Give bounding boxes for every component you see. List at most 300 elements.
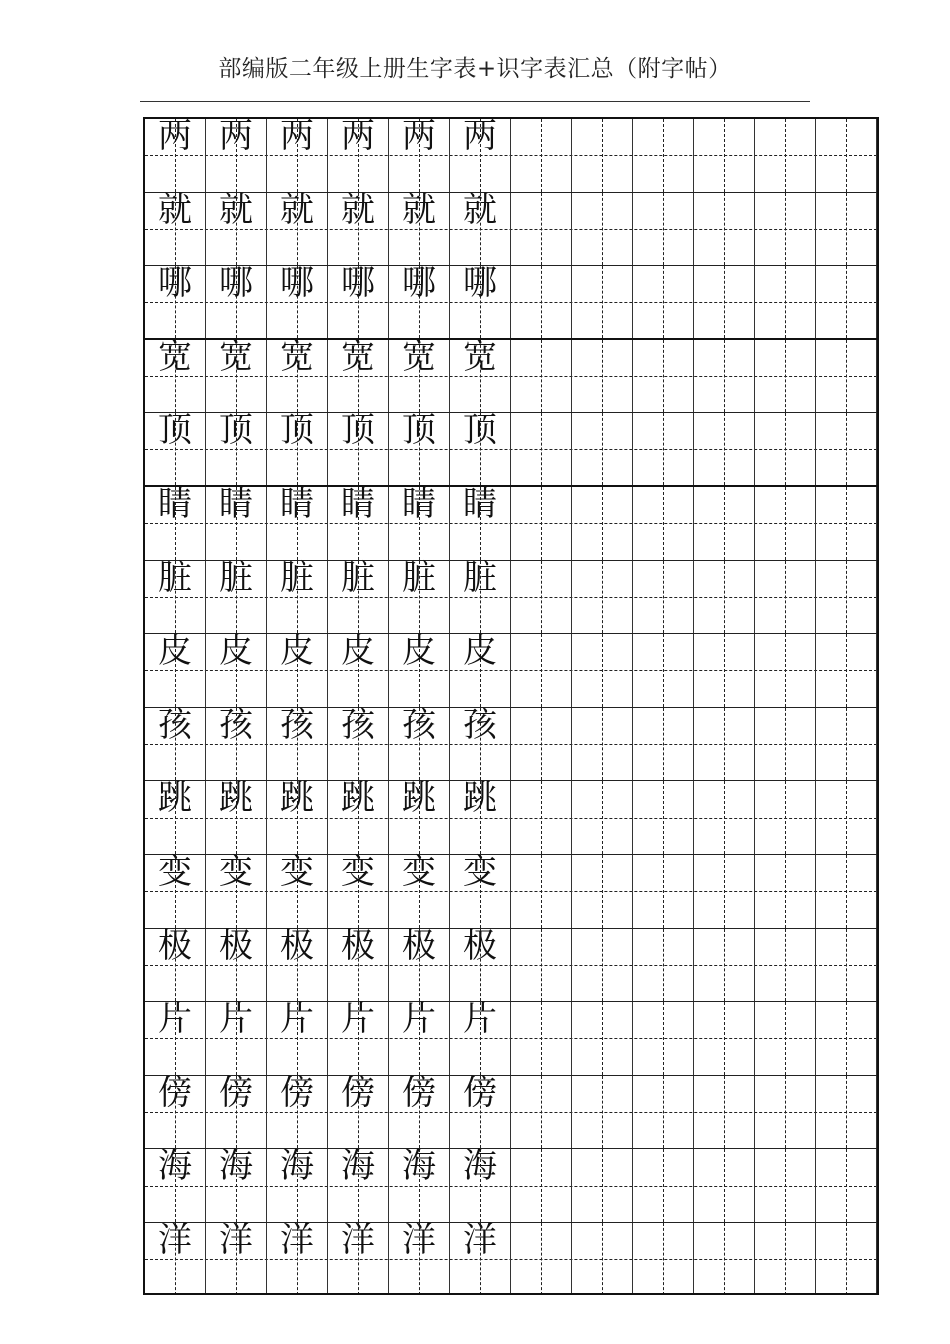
- cell-guide-line: [602, 1223, 603, 1295]
- practice-character: 睛: [280, 484, 314, 524]
- cell-guide-line: [236, 266, 237, 338]
- practice-character: 宽: [341, 336, 375, 377]
- cell-guide-line: [785, 1002, 786, 1075]
- blank-practice-cell: [755, 855, 816, 928]
- blank-practice-cell: [755, 1223, 816, 1295]
- blank-practice-cell: [511, 1002, 572, 1075]
- traced-character-cell: [145, 410, 206, 485]
- traced-character-cell: [145, 557, 206, 634]
- blank-practice-cell: [694, 487, 755, 560]
- practice-character: 顶: [280, 410, 314, 451]
- cell-guide-line: [663, 1223, 664, 1295]
- practice-character: 顶: [219, 410, 253, 451]
- cell-guide-line: [358, 561, 359, 634]
- cell-guide-line: [419, 561, 420, 634]
- blank-practice-cell: [572, 561, 633, 634]
- traced-character-cell: [267, 189, 328, 266]
- practice-row: [145, 1220, 877, 1295]
- blank-practice-cell: [816, 193, 877, 266]
- blank-practice-cell: [633, 855, 694, 928]
- blank-practice-cell: [694, 119, 755, 192]
- cell-guide-line: [541, 340, 542, 413]
- traced-character-cell: [328, 484, 389, 560]
- cell-guide-line: [297, 487, 298, 560]
- blank-practice-cell: [694, 708, 755, 781]
- cell-guide-line: [358, 413, 359, 485]
- blank-practice-cell: [511, 561, 572, 634]
- blank-practice-cell: [572, 634, 633, 707]
- traced-character-cell: [267, 336, 328, 413]
- traced-character-cell: [206, 1220, 267, 1295]
- blank-practice-cell: [633, 340, 694, 413]
- blank-practice-cell: [755, 561, 816, 634]
- traced-character-cell: [206, 410, 267, 485]
- cell-guide-line: [175, 193, 176, 266]
- cell-guide-line: [663, 1002, 664, 1075]
- cell-guide-line: [724, 634, 725, 707]
- cell-guide-line: [358, 708, 359, 781]
- cell-guide-line: [785, 266, 786, 338]
- practice-character: 两: [341, 117, 375, 156]
- cell-guide-line: [785, 561, 786, 634]
- traced-character-cell: [267, 704, 328, 781]
- cell-guide-line: [419, 413, 420, 485]
- traced-character-cell: [267, 119, 328, 192]
- traced-character-cell: [328, 557, 389, 634]
- practice-character: 顶: [341, 410, 375, 451]
- blank-practice-cell: [511, 266, 572, 338]
- blank-practice-cell: [511, 193, 572, 266]
- blank-practice-cell: [755, 340, 816, 413]
- cell-guide-line: [358, 634, 359, 707]
- practice-character: 两: [158, 117, 192, 156]
- practice-character: 孩: [158, 704, 192, 745]
- blank-practice-cell: [511, 119, 572, 192]
- blank-practice-cell: [572, 413, 633, 485]
- cell-guide-line: [175, 561, 176, 634]
- traced-character-cell: [267, 999, 328, 1075]
- cell-guide-line: [724, 561, 725, 634]
- cell-guide-line: [785, 634, 786, 707]
- traced-character-cell: [389, 263, 450, 338]
- cell-guide-line: [602, 413, 603, 485]
- practice-character: 极: [402, 925, 436, 966]
- practice-row: [145, 557, 877, 635]
- practice-character: 海: [402, 1146, 436, 1187]
- practice-character: 皮: [402, 631, 436, 672]
- blank-practice-cell: [816, 708, 877, 781]
- cell-guide-line: [663, 193, 664, 266]
- blank-practice-cell: [694, 561, 755, 634]
- traced-character-cell: [206, 557, 267, 634]
- cell-guide-line: [236, 1223, 237, 1295]
- cell-guide-line: [419, 1076, 420, 1149]
- practice-character: 皮: [280, 631, 314, 672]
- traced-character-cell: [267, 1146, 328, 1222]
- cell-guide-line: [175, 708, 176, 781]
- blank-practice-cell: [694, 634, 755, 707]
- cell-guide-line: [602, 193, 603, 266]
- practice-character: 变: [463, 852, 497, 892]
- traced-character-cell: [450, 263, 511, 338]
- blank-practice-cell: [572, 1149, 633, 1222]
- traced-character-cell: [145, 1146, 206, 1222]
- cell-guide-line: [846, 193, 847, 266]
- traced-character-cell: [389, 1220, 450, 1295]
- cell-guide-line: [541, 193, 542, 266]
- cell-guide-line: [602, 781, 603, 854]
- blank-practice-cell: [572, 855, 633, 928]
- traced-character-cell: [328, 631, 389, 707]
- traced-character-cell: [328, 852, 389, 928]
- cell-guide-line: [541, 1223, 542, 1295]
- cell-guide-line: [480, 340, 481, 413]
- blank-practice-cell: [633, 487, 694, 560]
- cell-guide-line: [846, 561, 847, 634]
- blank-practice-cell: [572, 1223, 633, 1295]
- blank-practice-cell: [816, 634, 877, 707]
- traced-character-cell: [450, 925, 511, 1002]
- blank-practice-cell: [511, 1076, 572, 1149]
- cell-guide-line: [846, 855, 847, 928]
- traced-character-cell: [267, 263, 328, 338]
- cell-guide-line: [846, 781, 847, 854]
- practice-character: 傍: [219, 1072, 253, 1113]
- blank-practice-cell: [755, 929, 816, 1002]
- cell-guide-line: [724, 1002, 725, 1075]
- traced-character-cell: [206, 336, 267, 413]
- cell-guide-line: [358, 266, 359, 338]
- cell-guide-line: [480, 561, 481, 634]
- blank-practice-cell: [694, 1002, 755, 1075]
- practice-character: 皮: [219, 631, 253, 672]
- practice-character: 就: [341, 189, 375, 230]
- blank-practice-cell: [633, 1149, 694, 1222]
- cell-guide-line: [846, 487, 847, 560]
- traced-character-cell: [206, 1072, 267, 1149]
- practice-row: [145, 410, 877, 487]
- cell-guide-line: [846, 413, 847, 485]
- blank-practice-cell: [755, 1076, 816, 1149]
- cell-guide-line: [785, 1149, 786, 1222]
- practice-character: 洋: [280, 1220, 314, 1260]
- cell-guide-line: [419, 708, 420, 781]
- practice-sheet: [143, 117, 879, 1295]
- practice-character: 顶: [158, 410, 192, 451]
- practice-character: 片: [463, 999, 497, 1040]
- traced-character-cell: [450, 1072, 511, 1149]
- cell-guide-line: [419, 1223, 420, 1295]
- traced-character-cell: [145, 631, 206, 707]
- traced-character-cell: [450, 189, 511, 266]
- traced-character-cell: [389, 852, 450, 928]
- traced-character-cell: [206, 119, 267, 192]
- practice-character: 海: [463, 1146, 497, 1187]
- blank-practice-cell: [572, 929, 633, 1002]
- blank-practice-cell: [816, 340, 877, 413]
- cell-guide-line: [297, 855, 298, 928]
- traced-character-cell: [389, 999, 450, 1075]
- cell-guide-line: [236, 119, 237, 192]
- cell-guide-line: [785, 413, 786, 485]
- traced-character-cell: [389, 119, 450, 192]
- practice-character: 变: [402, 852, 436, 892]
- practice-character: 孩: [402, 704, 436, 745]
- traced-character-cell: [145, 852, 206, 928]
- blank-practice-cell: [816, 487, 877, 560]
- traced-character-cell: [389, 1146, 450, 1222]
- cell-guide-line: [480, 119, 481, 192]
- blank-practice-cell: [572, 1002, 633, 1075]
- practice-character: 洋: [158, 1220, 192, 1260]
- cell-guide-line: [846, 1002, 847, 1075]
- traced-character-cell: [267, 778, 328, 854]
- practice-character: 洋: [463, 1220, 497, 1260]
- blank-practice-cell: [694, 340, 755, 413]
- practice-character: 片: [219, 999, 253, 1040]
- practice-character: 片: [280, 999, 314, 1040]
- cell-guide-line: [419, 193, 420, 266]
- practice-row: [145, 336, 877, 414]
- cell-guide-line: [358, 1002, 359, 1075]
- practice-character: 宽: [463, 336, 497, 377]
- traced-character-cell: [450, 336, 511, 413]
- cell-guide-line: [175, 119, 176, 192]
- traced-character-cell: [206, 189, 267, 266]
- blank-practice-cell: [572, 266, 633, 338]
- practice-character: 孩: [341, 704, 375, 745]
- cell-guide-line: [602, 119, 603, 192]
- traced-character-cell: [328, 189, 389, 266]
- cell-guide-line: [297, 266, 298, 338]
- cell-guide-line: [785, 487, 786, 560]
- blank-practice-cell: [694, 781, 755, 854]
- blank-practice-cell: [694, 1149, 755, 1222]
- traced-character-cell: [389, 189, 450, 266]
- cell-guide-line: [358, 1149, 359, 1222]
- cell-guide-line: [480, 193, 481, 266]
- traced-character-cell: [328, 410, 389, 485]
- cell-guide-line: [175, 1002, 176, 1075]
- cell-guide-line: [480, 1002, 481, 1075]
- cell-guide-line: [541, 1149, 542, 1222]
- blank-practice-cell: [694, 855, 755, 928]
- cell-guide-line: [358, 487, 359, 560]
- blank-practice-cell: [694, 266, 755, 338]
- cell-guide-line: [663, 634, 664, 707]
- blank-practice-cell: [755, 193, 816, 266]
- cell-guide-line: [724, 708, 725, 781]
- traced-character-cell: [145, 1220, 206, 1295]
- cell-guide-line: [419, 119, 420, 192]
- traced-character-cell: [206, 778, 267, 854]
- cell-guide-line: [358, 193, 359, 266]
- traced-character-cell: [145, 999, 206, 1075]
- cell-guide-line: [602, 340, 603, 413]
- practice-character: 极: [341, 925, 375, 966]
- practice-character: 傍: [280, 1072, 314, 1113]
- blank-practice-cell: [633, 708, 694, 781]
- practice-row: [145, 484, 877, 561]
- cell-guide-line: [602, 1002, 603, 1075]
- blank-practice-cell: [816, 413, 877, 485]
- cell-guide-line: [541, 855, 542, 928]
- traced-character-cell: [267, 925, 328, 1002]
- cell-guide-line: [846, 1149, 847, 1222]
- blank-practice-cell: [755, 487, 816, 560]
- traced-character-cell: [450, 999, 511, 1075]
- blank-practice-cell: [755, 708, 816, 781]
- cell-guide-line: [663, 929, 664, 1002]
- traced-character-cell: [328, 778, 389, 854]
- cell-guide-line: [480, 781, 481, 854]
- practice-character: 跳: [280, 778, 314, 819]
- traced-character-cell: [450, 852, 511, 928]
- practice-row: [145, 999, 877, 1076]
- traced-character-cell: [389, 557, 450, 634]
- traced-character-cell: [206, 852, 267, 928]
- practice-character: 海: [219, 1146, 253, 1187]
- practice-character: 片: [402, 999, 436, 1040]
- practice-character: 脏: [341, 557, 375, 598]
- traced-character-cell: [267, 631, 328, 707]
- blank-practice-cell: [694, 413, 755, 485]
- cell-guide-line: [602, 708, 603, 781]
- cell-guide-line: [541, 413, 542, 485]
- cell-guide-line: [541, 119, 542, 192]
- blank-practice-cell: [816, 929, 877, 1002]
- cell-guide-line: [480, 413, 481, 485]
- cell-guide-line: [297, 1149, 298, 1222]
- traced-character-cell: [206, 631, 267, 707]
- traced-character-cell: [145, 189, 206, 266]
- cell-guide-line: [602, 1076, 603, 1149]
- cell-guide-line: [480, 1076, 481, 1149]
- traced-character-cell: [450, 484, 511, 560]
- cell-guide-line: [724, 487, 725, 560]
- cell-guide-line: [541, 634, 542, 707]
- cell-guide-line: [785, 119, 786, 192]
- practice-character: 皮: [158, 631, 192, 672]
- practice-character: 变: [158, 852, 192, 892]
- cell-guide-line: [663, 487, 664, 560]
- practice-character: 两: [463, 117, 497, 156]
- cell-guide-line: [297, 929, 298, 1002]
- blank-practice-cell: [511, 781, 572, 854]
- blank-practice-cell: [633, 266, 694, 338]
- traced-character-cell: [145, 778, 206, 854]
- cell-guide-line: [175, 929, 176, 1002]
- practice-character: 宽: [402, 336, 436, 377]
- cell-guide-line: [602, 855, 603, 928]
- blank-practice-cell: [511, 855, 572, 928]
- cell-guide-line: [785, 929, 786, 1002]
- traced-character-cell: [450, 1220, 511, 1295]
- cell-guide-line: [175, 634, 176, 707]
- cell-guide-line: [175, 781, 176, 854]
- blank-practice-cell: [511, 708, 572, 781]
- cell-guide-line: [419, 340, 420, 413]
- blank-practice-cell: [816, 1076, 877, 1149]
- practice-character: 脏: [402, 557, 436, 598]
- blank-practice-cell: [816, 119, 877, 192]
- cell-guide-line: [297, 1002, 298, 1075]
- cell-guide-line: [175, 1149, 176, 1222]
- practice-character: 变: [219, 852, 253, 892]
- practice-character: 海: [158, 1146, 192, 1187]
- cell-guide-line: [297, 193, 298, 266]
- blank-practice-cell: [633, 781, 694, 854]
- cell-guide-line: [236, 487, 237, 560]
- practice-character: 睛: [463, 484, 497, 524]
- blank-practice-cell: [816, 781, 877, 854]
- practice-character: 就: [158, 189, 192, 230]
- practice-character: 变: [341, 852, 375, 892]
- cell-guide-line: [297, 413, 298, 485]
- cell-guide-line: [663, 340, 664, 413]
- cell-guide-line: [358, 781, 359, 854]
- cell-guide-line: [785, 1223, 786, 1295]
- cell-guide-line: [602, 561, 603, 634]
- cell-guide-line: [602, 266, 603, 338]
- traced-character-cell: [328, 119, 389, 192]
- cell-guide-line: [358, 119, 359, 192]
- practice-character: 就: [219, 189, 253, 230]
- practice-character: 孩: [463, 704, 497, 745]
- blank-practice-cell: [816, 1149, 877, 1222]
- traced-character-cell: [389, 925, 450, 1002]
- blank-practice-cell: [633, 1223, 694, 1295]
- blank-practice-cell: [511, 413, 572, 485]
- cell-guide-line: [602, 634, 603, 707]
- cell-guide-line: [358, 340, 359, 413]
- practice-row: [145, 925, 877, 1003]
- practice-row: [145, 119, 877, 193]
- blank-practice-cell: [755, 634, 816, 707]
- blank-practice-cell: [816, 1223, 877, 1295]
- practice-character: 海: [280, 1146, 314, 1187]
- practice-row: [145, 704, 877, 782]
- blank-practice-cell: [816, 855, 877, 928]
- blank-practice-cell: [572, 119, 633, 192]
- cell-guide-line: [541, 266, 542, 338]
- cell-guide-line: [480, 1149, 481, 1222]
- blank-practice-cell: [694, 1223, 755, 1295]
- cell-guide-line: [663, 1076, 664, 1149]
- cell-guide-line: [480, 855, 481, 928]
- blank-practice-cell: [511, 634, 572, 707]
- blank-practice-cell: [511, 929, 572, 1002]
- cell-guide-line: [419, 634, 420, 707]
- practice-character: 就: [402, 189, 436, 230]
- practice-character: 两: [219, 117, 253, 156]
- traced-character-cell: [450, 557, 511, 634]
- blank-practice-cell: [633, 634, 694, 707]
- cell-guide-line: [236, 1076, 237, 1149]
- blank-practice-cell: [633, 413, 694, 485]
- blank-practice-cell: [572, 193, 633, 266]
- blank-practice-cell: [633, 119, 694, 192]
- traced-character-cell: [145, 484, 206, 560]
- traced-character-cell: [389, 631, 450, 707]
- traced-character-cell: [206, 925, 267, 1002]
- cell-guide-line: [785, 855, 786, 928]
- cell-guide-line: [846, 1076, 847, 1149]
- cell-guide-line: [663, 781, 664, 854]
- cell-guide-line: [480, 1223, 481, 1295]
- practice-character: 傍: [402, 1072, 436, 1113]
- blank-practice-cell: [755, 1149, 816, 1222]
